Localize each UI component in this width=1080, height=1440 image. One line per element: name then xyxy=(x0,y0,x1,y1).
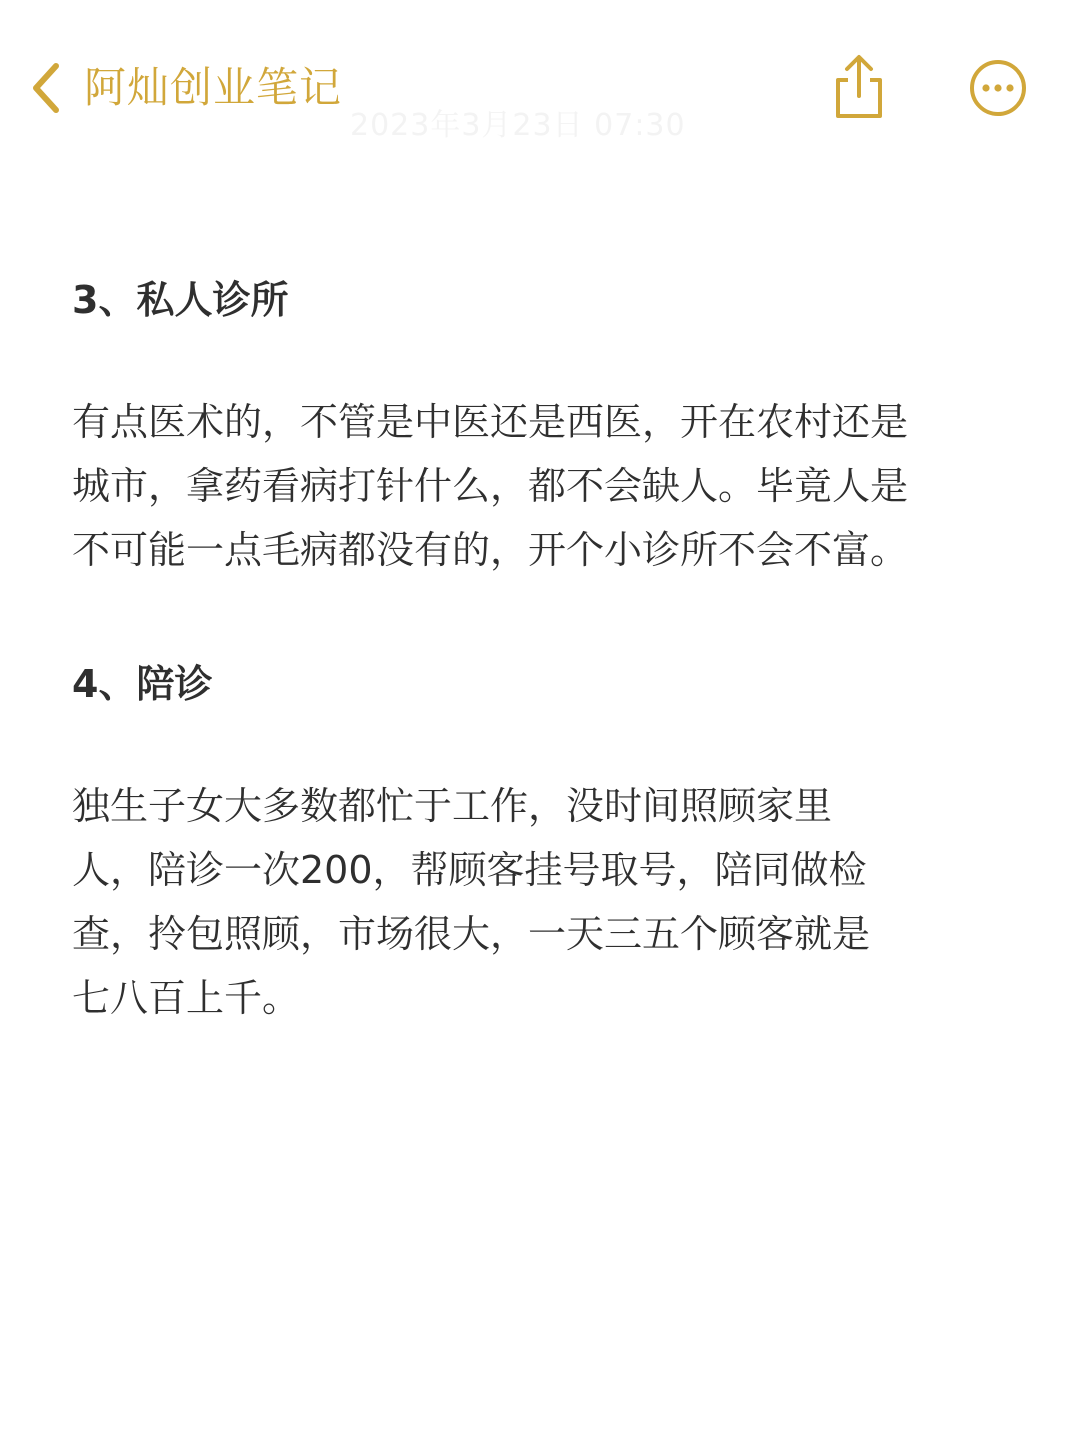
back-button[interactable] xyxy=(28,52,342,124)
share-icon xyxy=(826,107,892,126)
section-heading: 4、陪诊 xyxy=(72,662,213,706)
paragraph-line: 有点医术的，不管是中医还是西医，开在农村还是 xyxy=(72,400,909,444)
more-button[interactable] xyxy=(968,58,1028,118)
paragraph-line: 不可能一点毛病都没有的，开个小诊所不会不富。 xyxy=(72,528,909,572)
chevron-left-icon xyxy=(28,60,62,116)
note-date: 2023年3月23日 07:30 xyxy=(350,108,686,143)
ellipsis-circle-icon xyxy=(968,103,1028,122)
paragraph-line: 城市，拿药看病打针什么，都不会缺人。毕竟人是 xyxy=(72,464,909,508)
paragraph-line: 七八百上千。 xyxy=(72,976,301,1020)
back-label: 阿灿创业笔记 xyxy=(84,63,343,112)
paragraph-line: 人，陪诊一次200，帮顾客挂号取号，陪同做检 xyxy=(72,848,867,892)
share-button[interactable] xyxy=(826,52,892,122)
note-body[interactable] xyxy=(72,262,1012,1030)
paragraph-line: 独生子女大多数都忙于工作，没时间照顾家里 xyxy=(72,784,833,828)
section-heading: 3、私人诊所 xyxy=(72,278,289,322)
paragraph-line: 查，拎包照顾，市场很大，一天三五个顾客就是 xyxy=(72,912,871,956)
navigation-bar xyxy=(0,0,1080,180)
